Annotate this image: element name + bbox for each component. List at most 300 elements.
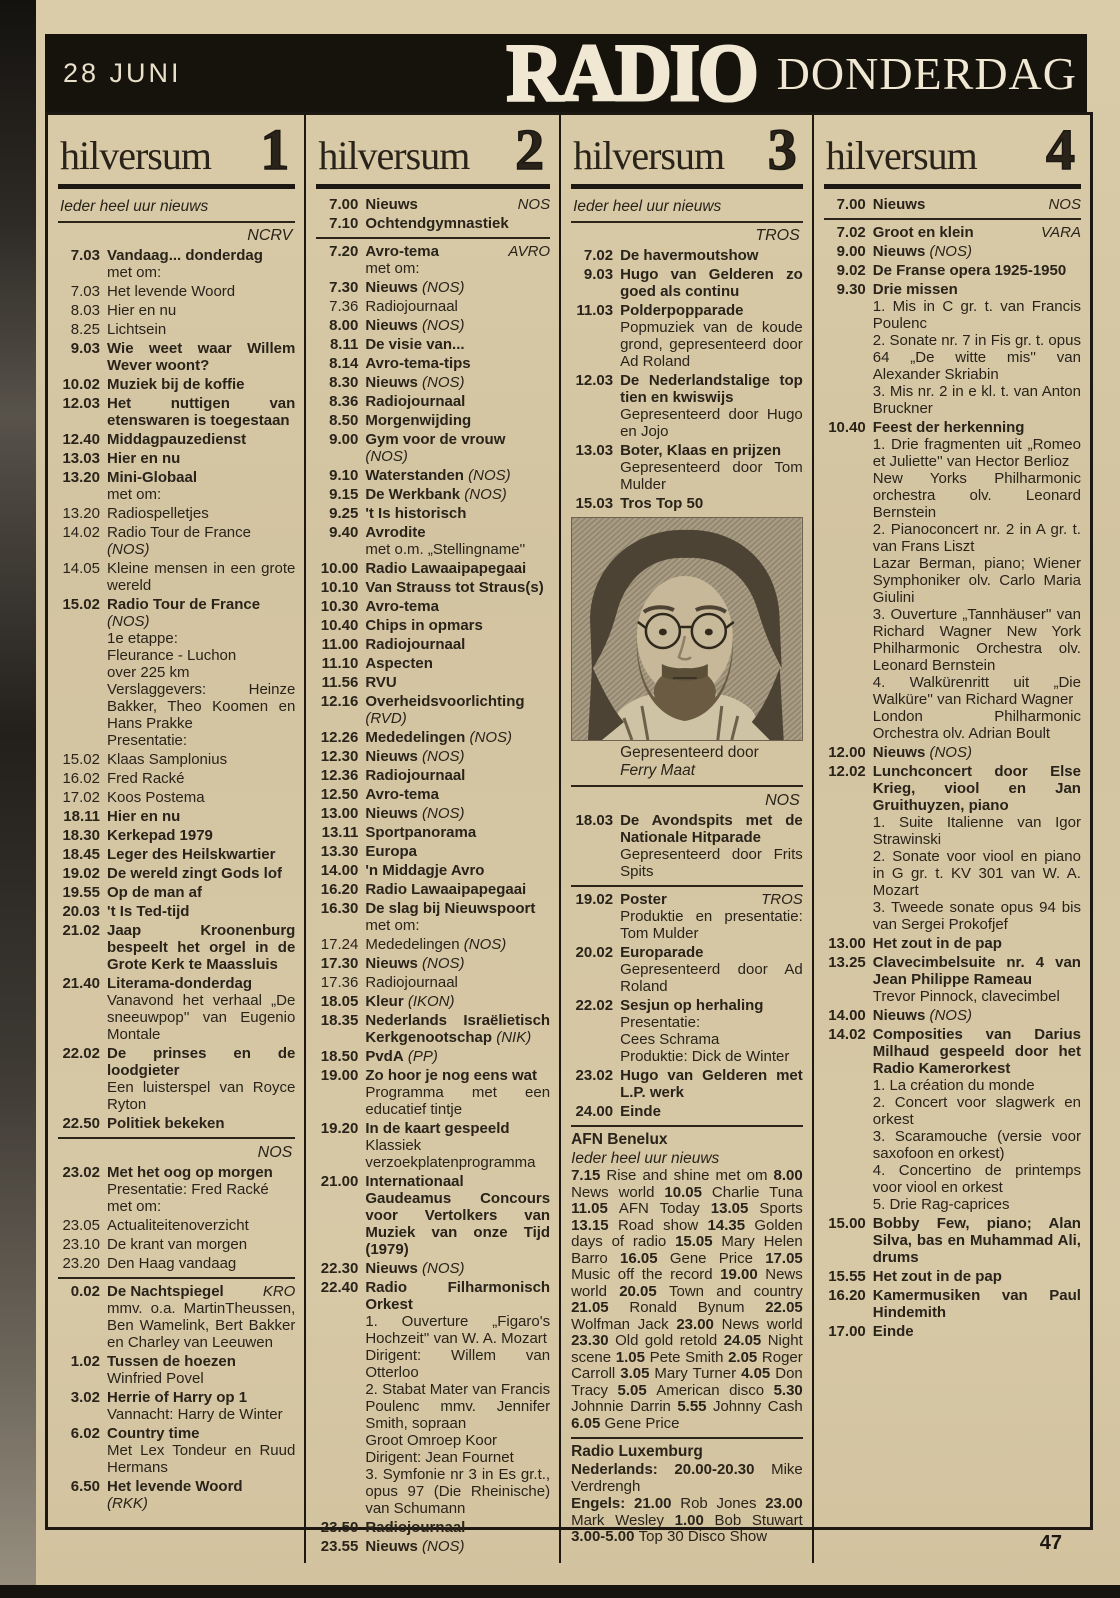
program-title: Feest der herkenning <box>872 419 1025 436</box>
program-details <box>365 279 550 296</box>
program-details <box>107 884 295 901</box>
program-title: Jaap Kroonenburg bespeelt het orgel in de Grote Kerk te Maassluis <box>107 922 296 973</box>
program-details <box>873 744 1081 761</box>
photo-caption-line: Ferry Maat <box>620 762 696 779</box>
station-header <box>316 117 550 182</box>
program-row <box>824 954 1081 1005</box>
program-title: Chips in opmars <box>365 617 483 634</box>
program-title: De wereld zingt Gods lof <box>107 865 283 882</box>
program-row <box>316 900 550 934</box>
program-time: 20.03 <box>62 903 100 920</box>
station-column-hilversum-4 <box>812 115 1090 1563</box>
program-row <box>571 1067 803 1101</box>
program-title: Gym voor de vrouw <box>365 431 506 448</box>
program-row <box>316 524 550 558</box>
program-time: 1.02 <box>70 1353 100 1370</box>
program-time: 11.03 <box>576 302 614 319</box>
program-details <box>365 215 550 232</box>
program-title: Koos Postema <box>107 789 205 806</box>
program-title: Lunchconcert door Else Krieg, viool en Jan Gruithuyzen, piano <box>872 763 1081 814</box>
program-row <box>58 1236 295 1253</box>
broadcaster-suffix: (NOS) <box>417 317 465 334</box>
program-subline: Vannacht: Harry de Winter <box>107 1406 283 1423</box>
program-row <box>316 412 550 429</box>
program-subline: 1. Suite Italienne van Igor Strawinski <box>872 814 1081 848</box>
program-title: Bobby Few, piano; Alan Silva, bas en Muhammad Ali, drums <box>872 1215 1081 1266</box>
schedule-paragraph: 7.15 Rise and shine met om 8.00 News world 10.05 Charlie Tuna 11.05 AFN Today 13.05 Sports 13.15 Road show 14.35 Golden days of radio 15.05 Mary Helen Barro 16.05 Gene Price 17.05 Music off the record 19.00 News world 20.05 Town and country 21.05 Ronald Bynum 22.05 Wolfman Jack 23.00 News world 23.30 Old gold retold 24.05 Night scene 1.05 Pete Smith 2.05 Roger Carroll 3.05 Mary Turner 4.05 Don Tracy 5.05 American disco 5.30 Johnnie Darrin 5.55 Johnny Cash 6.05 Gene Price <box>571 1167 803 1432</box>
program-details <box>107 596 295 749</box>
program-title: Hier en nu <box>107 302 177 319</box>
program-details <box>365 674 550 691</box>
program-details <box>365 617 550 634</box>
program-title: Radiojournaal <box>365 767 466 784</box>
program-title: Avro-tema-tips <box>365 355 471 372</box>
program-row <box>58 247 295 281</box>
program-details <box>365 748 550 765</box>
program-title: Avro-tema <box>365 598 439 615</box>
broadcaster-label: NOS <box>765 792 800 809</box>
program-row <box>316 955 550 972</box>
program-time: 23.10 <box>62 1236 100 1253</box>
program-details <box>365 412 550 429</box>
program-title: Nieuws <box>365 805 418 822</box>
program-details <box>107 789 295 806</box>
program-title: Kamermusiken van Paul Hindemith <box>872 1287 1081 1321</box>
program-time: 7.03 <box>70 247 100 264</box>
program-subline: 1. Ouverture „Figaro's Hochzeit'' van W. A. Mozart <box>365 1313 551 1347</box>
program-time: 20.02 <box>575 944 614 961</box>
program-title: Europarade <box>620 944 704 961</box>
program-details <box>873 1026 1081 1213</box>
program-row <box>571 442 803 493</box>
broadcaster-suffix: (NOS) <box>925 243 972 260</box>
program-title: Radiojournaal <box>365 974 458 991</box>
program-time: 13.20 <box>62 505 100 522</box>
program-time: 11.00 <box>321 636 359 653</box>
program-row <box>58 596 295 749</box>
program-title: Nieuws <box>365 317 418 334</box>
station-header-rule <box>316 184 550 189</box>
program-title: Internationaal Gaudeamus Concours voor Vertolkers van Muziek van onze Tijd (1979) <box>365 1173 551 1258</box>
broadcaster-suffix: (NOS) <box>417 374 465 391</box>
program-row <box>58 1255 295 1272</box>
program-details <box>107 1425 295 1476</box>
program-details <box>107 450 295 467</box>
program-time: 19.02 <box>575 891 614 908</box>
program-title: Muziek bij de koffie <box>107 376 245 393</box>
program-time: 9.25 <box>329 505 359 522</box>
program-subline: Vanavond het verhaal „De sneeuwpop'' van Eugenio Montale <box>107 992 296 1043</box>
program-title: Klaas Samplonius <box>107 751 228 768</box>
program-title: Radiojournaal <box>365 393 466 410</box>
program-row <box>316 636 550 653</box>
program-subline: 3. Tweede sonate opus 94 bis van Sergei Prokofjef <box>872 899 1081 933</box>
program-details <box>365 505 550 522</box>
program-title: Ochtendgymnastiek <box>365 215 509 232</box>
listings-grid <box>45 112 1093 1555</box>
page-bottom-edge <box>0 1585 1120 1598</box>
program-row <box>58 1164 295 1215</box>
program-time: 7.02 <box>583 247 614 264</box>
program-title: Morgenwijding <box>365 412 472 429</box>
program-details <box>107 1283 295 1351</box>
program-subline: Dirigent: Willem van Otterloo <box>365 1347 551 1381</box>
program-title: Sportpanorama <box>365 824 477 841</box>
section-rule <box>571 785 803 787</box>
program-time: 8.00 <box>329 317 359 334</box>
program-details <box>620 1103 803 1120</box>
program-row <box>316 748 550 765</box>
program-details <box>365 1260 550 1277</box>
station-header-rule <box>571 184 803 189</box>
program-title: Sesjun op herhaling <box>620 997 764 1014</box>
program-row <box>58 903 295 920</box>
program-row <box>58 1353 295 1387</box>
program-time: 16.20 <box>828 1287 866 1304</box>
program-title: Van Strauss tot Straus(s) <box>365 579 544 596</box>
program-time: 15.55 <box>828 1268 866 1285</box>
program-row <box>316 862 550 879</box>
program-details <box>107 1045 295 1113</box>
program-time: 22.30 <box>320 1260 359 1277</box>
program-time: 13.25 <box>828 954 866 971</box>
program-row <box>316 843 550 860</box>
program-details <box>620 442 803 493</box>
program-details <box>107 865 295 882</box>
broadcaster-suffix: (NOS) <box>925 744 972 761</box>
program-details <box>107 1236 295 1253</box>
program-row <box>58 1115 295 1132</box>
program-details <box>365 317 550 334</box>
program-row <box>316 196 550 213</box>
program-title: Wie weet waar Willem Wever woont? <box>107 340 296 374</box>
program-subline: met om: <box>365 260 420 277</box>
program-row <box>58 865 295 882</box>
program-time: 10.40 <box>828 419 866 436</box>
program-title: Radio Lawaaipapegaai <box>365 881 527 898</box>
program-row <box>58 808 295 825</box>
program-title: Op de man af <box>107 884 203 901</box>
program-details <box>873 262 1081 279</box>
program-details <box>365 374 550 391</box>
program-time: 13.03 <box>62 450 100 467</box>
program-details <box>107 431 295 448</box>
program-time: 19.20 <box>320 1120 359 1137</box>
program-row <box>316 936 550 953</box>
program-title: Groot en klein <box>872 224 974 241</box>
broadcaster-suffix: (IKON) <box>403 993 455 1010</box>
section-rule <box>571 1125 803 1127</box>
program-subline: 2. Stabat Mater van Francis Poulenc mmv. Jennifer Smith, sopraan <box>365 1381 551 1432</box>
program-time: 24.00 <box>575 1103 614 1120</box>
program-title: Het zout in de pap <box>872 1268 1002 1285</box>
program-time: 8.14 <box>329 355 359 372</box>
program-row <box>58 321 295 338</box>
program-time: 17.36 <box>320 974 359 991</box>
program-time: 15.02 <box>62 751 100 768</box>
program-details <box>620 247 803 264</box>
program-details <box>873 1323 1081 1340</box>
program-row <box>316 560 550 577</box>
section-rule <box>824 218 1081 220</box>
program-time: 12.03 <box>575 372 614 389</box>
program-details <box>365 900 550 934</box>
program-time: 8.50 <box>329 412 359 429</box>
program-row <box>824 196 1081 213</box>
program-details <box>365 693 550 727</box>
broadcaster-suffix: (NOS) <box>417 748 465 765</box>
program-subline: (RKK) <box>107 1495 148 1512</box>
program-row <box>316 974 550 991</box>
program-subline: 1. La création du monde <box>872 1077 1035 1094</box>
program-time: 7.03 <box>70 283 100 300</box>
program-row <box>58 770 295 787</box>
program-row <box>58 1425 295 1476</box>
station-header <box>571 117 803 182</box>
program-time: 14.02 <box>828 1026 866 1043</box>
program-time: 10.30 <box>320 598 359 615</box>
program-title: De krant van morgen <box>107 1236 248 1253</box>
program-row <box>316 881 550 898</box>
program-title: Hier en nu <box>107 808 181 825</box>
program-subline: met om: <box>107 486 162 503</box>
broadcaster-label: NOS <box>257 1144 293 1161</box>
program-title: Nieuws <box>365 748 418 765</box>
program-subline: Gepresenteerd door Frits Spits <box>620 846 803 880</box>
program-time: 22.02 <box>575 997 614 1014</box>
program-details <box>107 770 295 787</box>
section-rule <box>316 237 550 239</box>
day-label: DONDERDAG <box>776 47 1077 99</box>
program-time: 7.00 <box>836 196 866 213</box>
broadcaster-suffix: (NIK) <box>492 1029 532 1046</box>
program-subline: Popmuziek van de koude grond, gepresenteerd door Ad Roland <box>620 319 803 370</box>
program-time: 23.05 <box>62 1217 100 1234</box>
program-time: 7.36 <box>329 298 359 315</box>
program-time: 9.15 <box>329 486 359 503</box>
program-row <box>316 431 550 465</box>
program-title: Country time <box>107 1425 200 1442</box>
program-details <box>365 598 550 615</box>
program-title: Mini-Globaal <box>107 469 197 486</box>
program-details <box>365 1048 550 1065</box>
program-details <box>620 891 803 942</box>
program-details <box>107 395 295 429</box>
program-row <box>58 431 295 448</box>
program-title: Radiospelletjes <box>107 505 209 522</box>
program-row <box>316 279 550 296</box>
program-time: 12.36 <box>320 767 359 784</box>
program-time: 13.00 <box>320 805 359 822</box>
program-time: 12.40 <box>62 431 100 448</box>
program-title: Het nuttigen van etenswaren is toegestaan <box>107 395 296 429</box>
program-title: Einde <box>872 1323 914 1340</box>
page-title: RADIO <box>506 27 757 118</box>
program-title: 't Is historisch <box>365 505 467 522</box>
program-details <box>873 196 1081 213</box>
program-time: 21.40 <box>62 975 100 992</box>
station-number: 2 <box>515 117 545 182</box>
program-details <box>107 1164 295 1215</box>
program-details <box>107 505 295 522</box>
program-title: Nieuws <box>872 196 926 213</box>
program-title: Radio Tour de France <box>107 596 261 613</box>
program-title: 'n Middagje Avro <box>365 862 485 879</box>
program-details <box>620 812 803 880</box>
program-subline: (RVD) <box>365 710 407 727</box>
program-subline: Lazar Berman, piano; Wiener Symphoniker olv. Carlo Maria Giulini <box>872 555 1081 606</box>
station-header-rule <box>58 184 295 189</box>
program-row <box>824 1287 1081 1321</box>
program-row <box>58 376 295 393</box>
program-row <box>58 846 295 863</box>
program-details <box>873 419 1081 742</box>
program-time: 17.24 <box>320 936 359 953</box>
photo-caption <box>620 744 803 780</box>
program-title: Radio Filharmonisch Orkest <box>365 1279 551 1313</box>
program-title: Nieuws <box>365 279 418 296</box>
program-title: Avro-tema <box>365 243 439 260</box>
section-rule <box>571 885 803 887</box>
program-time: 18.30 <box>62 827 100 844</box>
program-row <box>824 763 1081 933</box>
program-details <box>107 1478 295 1512</box>
program-time: 23.02 <box>62 1164 100 1181</box>
program-row <box>58 1478 295 1512</box>
section-rule <box>571 1437 803 1439</box>
program-details <box>873 935 1081 952</box>
program-details <box>620 1067 803 1101</box>
program-row <box>58 1283 295 1351</box>
program-title: Waterstanden <box>365 467 464 484</box>
program-row <box>571 302 803 370</box>
hourly-news-note: Ieder heel uur nieuws <box>571 196 803 223</box>
station-name: hilversum <box>60 133 211 178</box>
program-title: Vandaag... donderdag <box>107 247 263 264</box>
program-details <box>365 579 550 596</box>
program-details <box>365 993 550 1010</box>
program-row <box>824 243 1081 260</box>
program-subline: Fleurance - Luchon <box>107 647 237 664</box>
program-row <box>571 266 803 300</box>
program-row <box>58 450 295 467</box>
program-details <box>365 862 550 879</box>
program-row <box>316 298 550 315</box>
schedule-paragraph: Engels: 21.00 Rob Jones 23.00 Mark Wesley 1.00 Bob Stuwart 3.00-5.00 Top 30 Disco Show <box>571 1495 803 1545</box>
program-title: Radiojournaal <box>365 298 458 315</box>
program-details <box>620 944 803 995</box>
program-details <box>107 469 295 503</box>
program-row <box>316 336 550 353</box>
program-time: 7.00 <box>329 196 359 213</box>
program-title: Literama-donderdag <box>107 975 253 992</box>
station-name: hilversum <box>573 133 725 178</box>
program-title: De Avondspits met de Nationale Hitparade <box>620 812 803 846</box>
program-subline: 3. Symfonie nr 3 in Es gr.t., opus 97 (Die Rheinische) van Schumann <box>365 1466 551 1517</box>
program-row <box>824 419 1081 742</box>
program-title: Drie missen <box>872 281 958 298</box>
broadcaster-suffix: (NOS) <box>417 805 465 822</box>
program-title: Einde <box>620 1103 661 1120</box>
program-subline: 2. Pianoconcert nr. 2 in A gr. t. van Frans Liszt <box>872 521 1081 555</box>
program-details <box>365 843 550 860</box>
program-time: 7.30 <box>329 279 359 296</box>
program-time: 8.03 <box>70 302 100 319</box>
program-details <box>365 1538 550 1555</box>
program-details <box>365 1173 550 1258</box>
program-title: Tros Top 50 <box>620 495 704 512</box>
broadcaster-suffix: (NOS) <box>459 936 507 953</box>
program-time: 12.50 <box>320 786 359 803</box>
program-details <box>365 655 550 672</box>
program-details <box>365 486 550 503</box>
program-time: 12.26 <box>320 729 359 746</box>
portrait-photo <box>571 517 803 741</box>
program-time: 0.02 <box>70 1283 100 1300</box>
station-name: hilversum <box>825 133 977 178</box>
program-title: Nieuws <box>872 1007 926 1024</box>
program-subline: 1. Mis in C gr. t. van Francis Poulenc <box>872 298 1081 332</box>
program-row <box>316 317 550 334</box>
program-time: 7.02 <box>836 224 866 241</box>
program-subline: London Philharmonic Orchestra olv. Adrian Boult <box>872 708 1081 742</box>
program-time: 3.02 <box>70 1389 100 1406</box>
program-subline: Met Lex Tondeur en Ruud Hermans <box>107 1442 296 1476</box>
program-time: 8.36 <box>329 393 359 410</box>
program-row <box>316 786 550 803</box>
section-rule <box>58 1277 295 1279</box>
program-title: Kerkepad 1979 <box>107 827 213 844</box>
program-row <box>316 993 550 1010</box>
program-time: 15.03 <box>575 495 614 512</box>
program-details <box>365 1519 550 1536</box>
section-rule <box>58 1137 295 1139</box>
program-time: 21.02 <box>62 922 100 939</box>
program-row <box>316 1519 550 1536</box>
program-title: Actualiteitenoverzicht <box>107 1217 249 1234</box>
program-title: De Franse opera 1925-1950 <box>872 262 1067 279</box>
program-title: Avro-tema <box>365 786 439 803</box>
program-time: 14.00 <box>828 1007 866 1024</box>
program-time: 9.40 <box>329 524 359 541</box>
program-time: 11.56 <box>321 674 359 691</box>
station-column-hilversum-2 <box>304 115 559 1563</box>
program-time: 16.30 <box>320 900 359 917</box>
program-time: 14.05 <box>62 560 100 577</box>
program-title: Kleine mensen in een grote wereld <box>107 560 296 594</box>
program-time: 8.25 <box>70 321 100 338</box>
network-tag: NOS <box>517 196 551 213</box>
program-row <box>58 1389 295 1423</box>
program-subline: Cees Schrama <box>620 1031 720 1048</box>
station-header <box>58 117 295 182</box>
program-time: 17.00 <box>828 1323 866 1340</box>
program-subline: 3. Scaramouche (versie voor saxofoon en orkest) <box>872 1128 1081 1162</box>
program-subline: Trevor Pinnock, clavecimbel <box>872 988 1060 1005</box>
program-time: 14.00 <box>320 862 359 879</box>
program-time: 22.40 <box>320 1279 359 1296</box>
program-row <box>58 283 295 300</box>
program-details <box>107 560 295 594</box>
program-title: RVU <box>365 674 397 691</box>
program-title: Het levende Woord <box>107 1478 243 1495</box>
program-title: De prinses en de loodgieter <box>107 1045 296 1079</box>
program-time: 13.00 <box>828 935 866 952</box>
broadcaster-suffix: (NOS) <box>463 467 511 484</box>
broadcaster-suffix: (NOS) <box>465 729 513 746</box>
program-details <box>365 1120 550 1171</box>
section-heading: Radio Luxemburg <box>571 1443 703 1460</box>
